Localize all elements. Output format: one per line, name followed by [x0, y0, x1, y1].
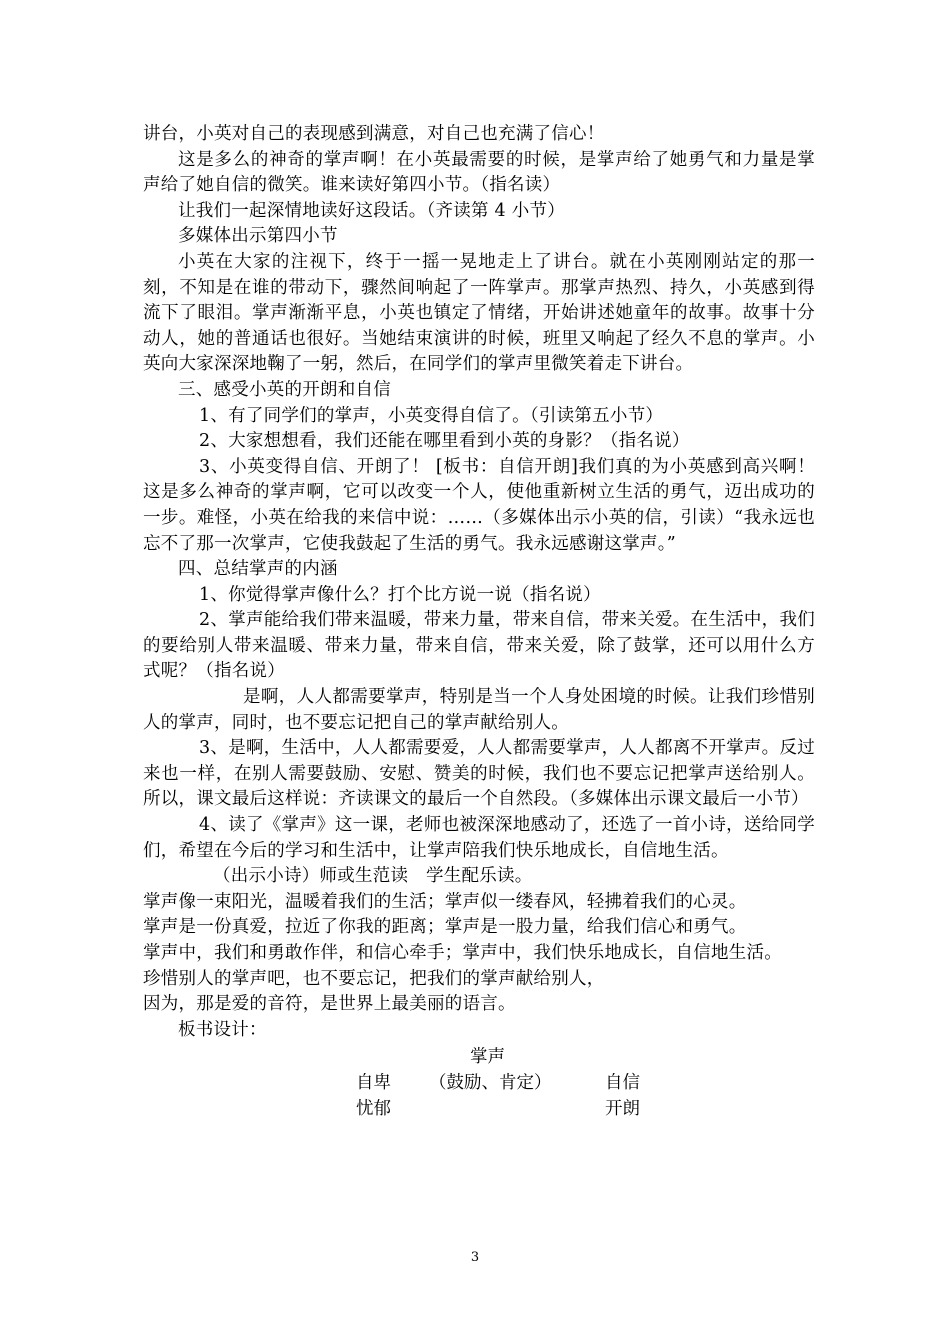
paragraph: 这是多么的神奇的掌声啊！在小英最需要的时候，是掌声给了她勇气和力量是掌声给了她自信的微笑。谁来读好第四小节。（指名读）	[143, 149, 815, 196]
board-middle: （鼓励、肯定）	[429, 1073, 552, 1093]
paragraph: 4、读了《掌声》这一课，老师也被深深地感动了，还选了一首小诗，送给同学们，希望在今后的学习和生活中，让掌声陪我们快乐地成长，自信地生活。	[143, 815, 815, 861]
section-heading: 四、总结掌声的内涵	[178, 559, 338, 580]
paragraph: 3、小英变得自信、开朗了！ [板书：自信开朗]我们真的为小英感到高兴啊！这是多么神奇的掌声啊，它可以改变一个人，使他重新树立生活的勇气，迈出成功的一步。难怪，小英在给我的来信中说：……（多媒体出示小英的信，引读）“我永远也忘不了那一次掌声，它使我鼓起了生活的勇气。我永远感谢这掌声。”	[143, 456, 815, 554]
paragraph: 1、你觉得掌声像什么？打个比方说一说（指名说）	[199, 584, 601, 605]
board-left-top: 自卑	[356, 1073, 391, 1093]
poem-line: 因为，那是爱的音符，是世界上最美丽的语言。	[143, 994, 516, 1015]
paragraph: 是啊，人人都需要掌声，特别是当一个人身处困境的时候。让我们珍惜别人的掌声，同时，也不要忘记把自己的掌声献给别人。	[143, 687, 815, 733]
paragraph: 3、是啊，生活中，人人都需要爱，人人都需要掌声，人人都离不开掌声。反过来也一样，在别人需要鼓励、安慰、赞美的时候，我们也不要忘记把掌声送给别人。所以，课文最后这样说：齐读课文的最后一个自然段。（多媒体出示课文最后一小节）	[143, 738, 815, 810]
paragraph: 小英在大家的注视下，终于一摇一晃地走上了讲台。就在小英刚刚站定的那一刻，不知是在谁的带动下，骤然间响起了一阵掌声。那掌声热烈、持久，小英感到得流下了眼泪。掌声渐渐平息，小英也镇定了情绪，开始讲述她童年的故事。故事十分动人，她的普通话也很好。当她结束演讲的时候，班里又响起了经久不息的掌声。小英向大家深深地鞠了一躬，然后，在同学们的掌声里微笑着走下讲台。	[143, 251, 815, 375]
poem-line: 珍惜别人的掌声吧，也不要忘记，把我们的掌声献给别人，	[143, 968, 605, 989]
paragraph: 讲台，小英对自己的表现感到满意，对自己也充满了信心！	[143, 124, 605, 144]
paragraph: 多媒体出示第四小节	[178, 226, 338, 247]
board-right-bottom: 开朗	[605, 1099, 640, 1119]
poem-line: 掌声是一份真爱，拉近了你我的距离；掌声是一股力量，给我们信心和勇气。	[143, 917, 747, 938]
paragraph: 1、有了同学们的掌声，小英变得自信了。（引读第五小节）	[199, 405, 664, 426]
paragraph: 让我们一起深情地读好这段话。（齐读第 4 小节）	[178, 200, 566, 221]
board-left-bottom: 忧郁	[356, 1099, 391, 1119]
board-title: 掌声	[470, 1047, 505, 1067]
paragraph: 2、大家想想看，我们还能在哪里看到小英的身影？（指名说）	[199, 431, 690, 452]
section-heading: 三、感受小英的开朗和自信	[178, 379, 391, 400]
body-text	[143, 122, 815, 1043]
board-heading: 板书设计：	[178, 1019, 267, 1040]
page-number: 3	[470, 1250, 480, 1265]
board-right-top: 自信	[605, 1073, 640, 1093]
paragraph: （出示小诗）师或生范读 学生配乐读。	[213, 866, 533, 887]
paragraph: 2、掌声能给我们带来温暖，带来力量，带来自信，带来关爱。在生活中，我们的要给别人带来温暖、带来力量，带来自信，带来关爱，除了鼓掌，还可以用什么方式呢？（指名说）	[143, 610, 815, 682]
poem-line: 掌声中，我们和勇敢作伴，和信心牵手；掌声中，我们快乐地成长，自信地生活。	[143, 943, 782, 963]
poem-line: 掌声像一束阳光，温暖着我们的生活；掌声似一缕春风，轻拂着我们的心灵。	[143, 891, 747, 912]
